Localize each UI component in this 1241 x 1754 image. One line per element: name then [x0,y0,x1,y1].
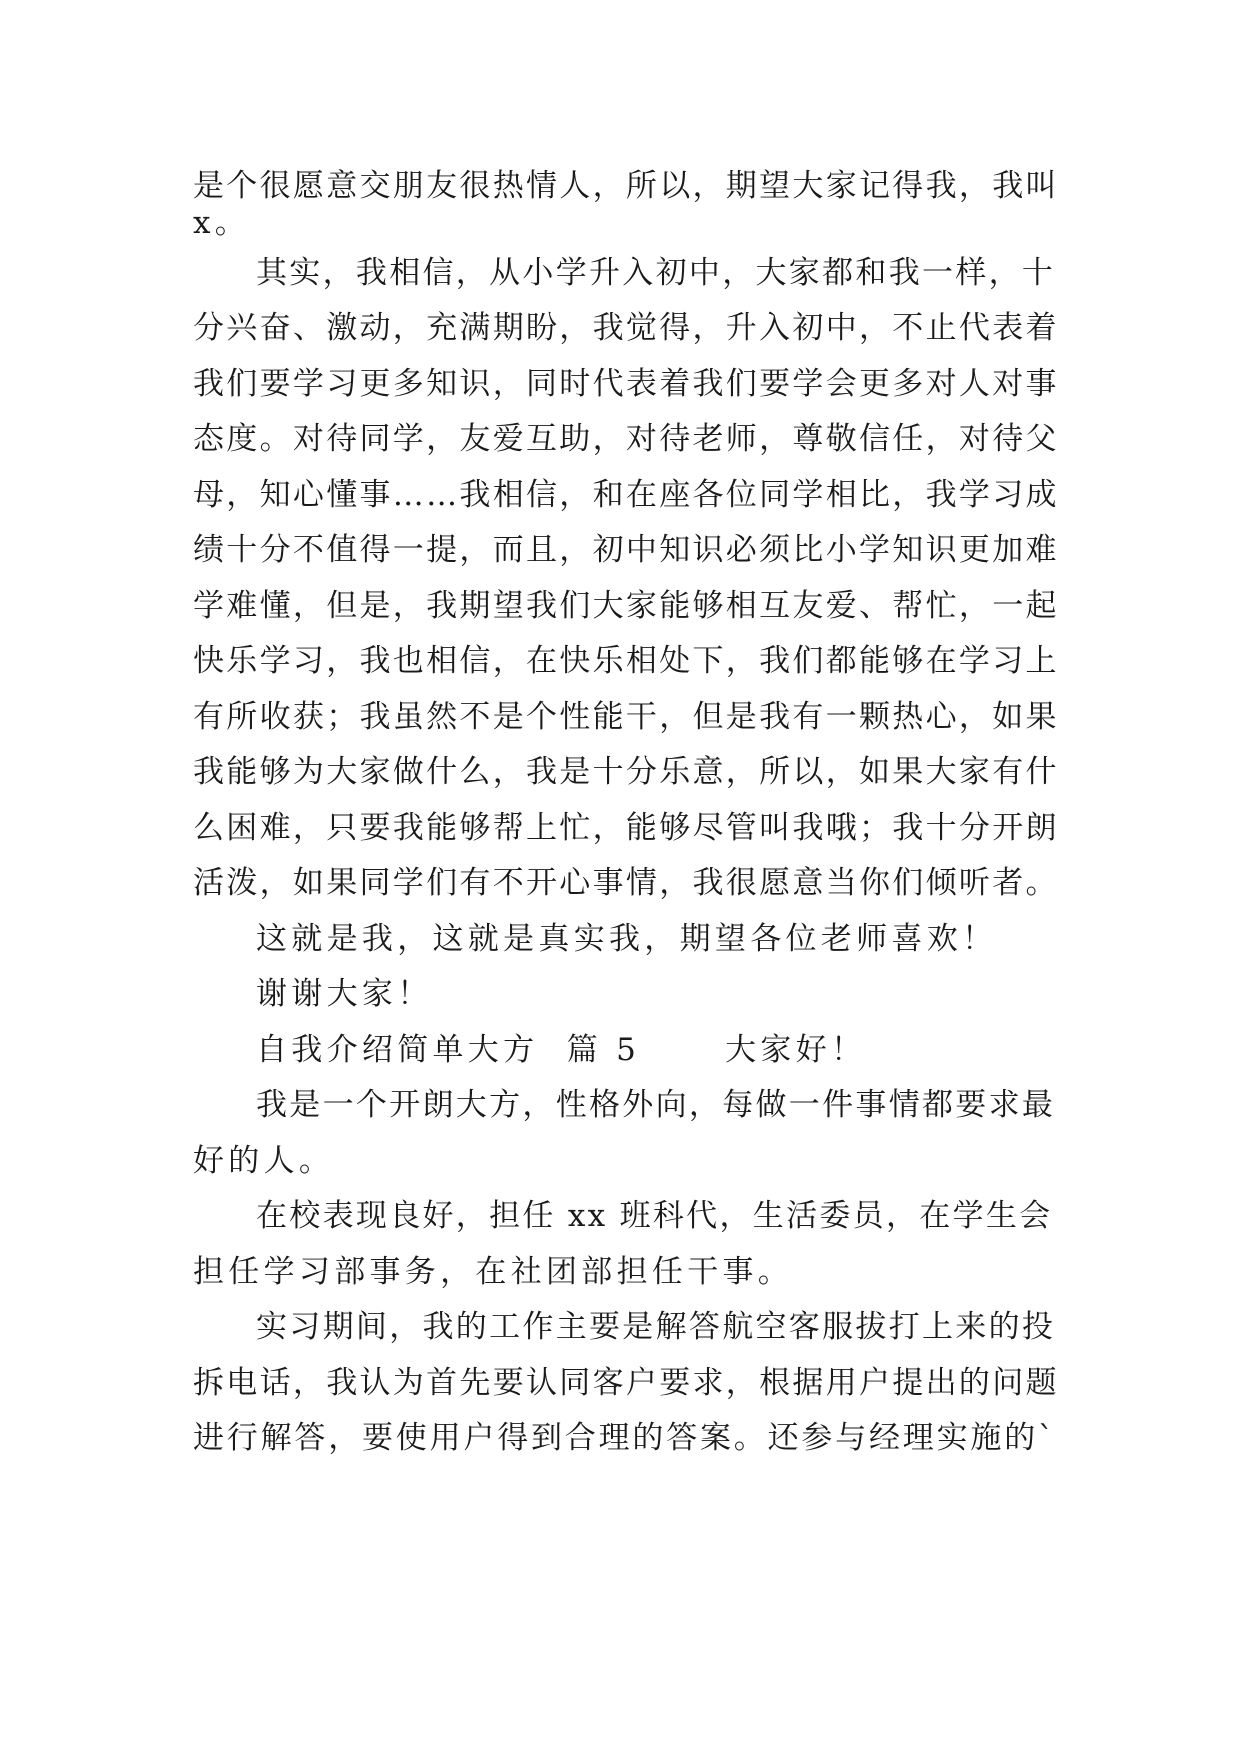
text-line: 快乐学习，我也相信，在快乐相处下，我们都能够在学习上 [193,643,1059,679]
text-line: 进行解答，要使用户得到合理的答案。还参与经理实施的` [193,1420,1057,1456]
text-line: 分兴奋、激动，充满期盼，我觉得，升入初中，不止代表着 [193,310,1059,346]
text-line: 是个很愿意交朋友很热情人，所以，期望大家记得我，我叫 [193,168,1059,204]
text-line: x。 [193,205,251,241]
text-line: 我们要学习更多知识，同时代表着我们要学会更多对人对事 [193,366,1059,402]
text-line: 在校表现良好，担任 xx 班科代，生活委员，在学生会 [256,1198,1053,1234]
text-line: 母，知心懂事……我相信，和在座各位同学相比，我学习成 [193,477,1059,513]
text-line: 这就是我，这就是真实我，期望各位老师喜欢！ [256,921,998,957]
section-heading: 自我介绍简单大方 篇 5 大家好！ [256,1032,867,1068]
text-line: 我是一个开朗大方，性格外向，每做一件事情都要求最 [256,1087,1056,1123]
text-line: 有所收获；我虽然不是个性能干，但是我有一颗热心，如果 [193,699,1059,735]
text-line: 其实，我相信，从小学升入初中，大家都和我一样，十 [256,255,1056,291]
text-line: 实习期间，我的工作主要是解答航空客服拔打上来的投 [256,1309,1056,1345]
text-line: 态度。对待同学，友爱互助，对待老师，尊敬信任，对待父 [193,421,1059,457]
text-line: 学难懂，但是，我期望我们大家能够相互友爱、帮忙，一起 [193,588,1059,624]
text-line: 谢谢大家！ [256,976,433,1012]
text-line: 活泼，如果同学们有不开心事情，我很愿意当你们倾听者。 [193,865,1059,901]
text-line: 担任学习部事务，在社团部担任干事。 [193,1254,794,1290]
text-line: 好的人。 [193,1143,335,1179]
text-line: 么困难，只要我能够帮上忙，能够尽管叫我哦；我十分开朗 [193,810,1059,846]
text-line: 拆电话，我认为首先要认同客户要求，根据用户提出的问题 [193,1365,1059,1401]
text-line: 绩十分不值得一提，而且，初中知识必须比小学知识更加难 [193,532,1059,568]
text-line: 我能够为大家做什么，我是十分乐意，所以，如果大家有什 [193,754,1059,790]
